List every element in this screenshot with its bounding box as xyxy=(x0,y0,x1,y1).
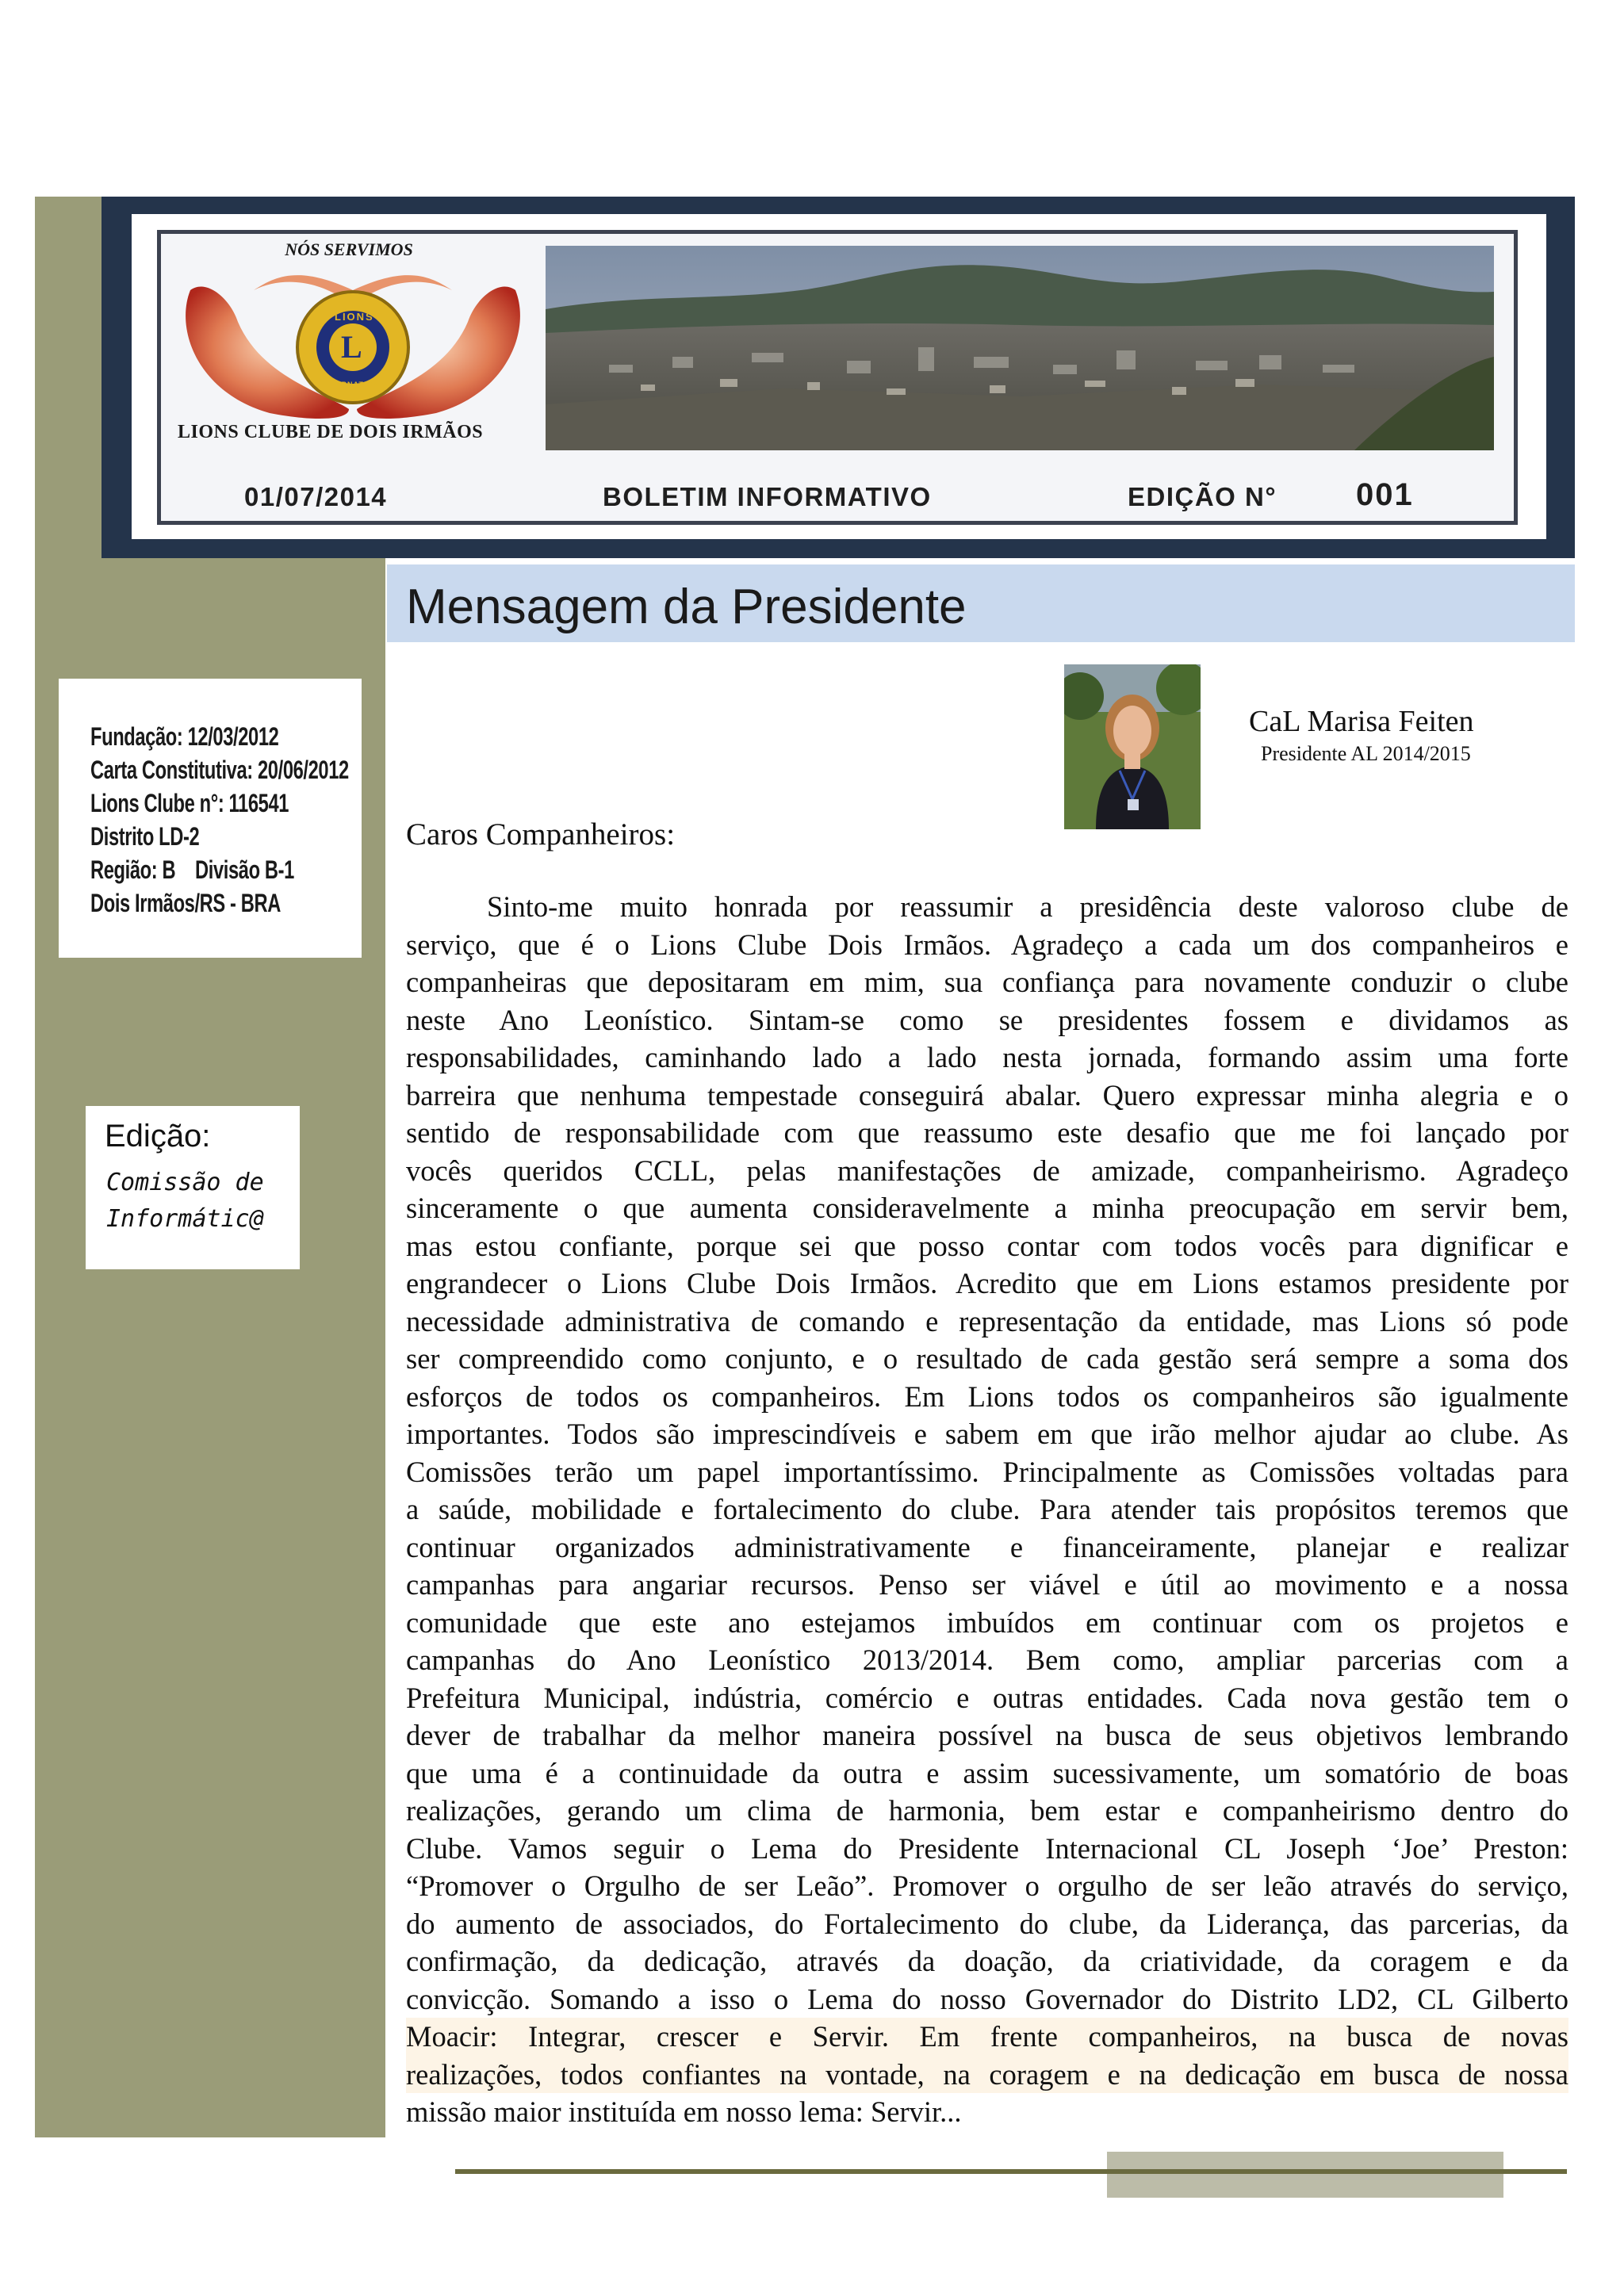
body-line: “Promover o Orgulho de ser Leão”. Promover o orgulho de ser leão através do serviço, xyxy=(406,1869,1568,1902)
edition-committee xyxy=(106,1165,264,1238)
body-line: vocês queridos CCLL, pelas manifestações de amizade, companheirismo. Agradeço xyxy=(406,1154,1568,1187)
header-info-bar xyxy=(160,471,1515,523)
body-line: do aumento de associados, do Fortalecimento do clube, da Liderança, das parcerias, da xyxy=(406,1907,1568,1940)
emblem-bottom-text: INTERNATIONAL xyxy=(322,381,390,388)
body-line: comunidade que este ano estejamos imbuídos em continuar com os projetos e xyxy=(406,1605,1568,1639)
body-line: barreira que nenhuma tempestade conseguirá abalar. Quero expressar minha alegria e o xyxy=(406,1078,1568,1112)
body-line: convicção. Somando a isso o Lema do nosso Governador do Distrito LD2, CL Gilberto xyxy=(406,1982,1568,2015)
body-line: Clube. Vamos seguir o Lema do Presidente Internacional CL Joseph ‘Joe’ Preston: xyxy=(406,1831,1568,1865)
president-role: Presidente AL 2014/2015 xyxy=(1261,742,1471,765)
body-line: esforços de todos os companheiros. Em Lions todos os companheiros são igualmente xyxy=(406,1380,1568,1413)
body-line: a saúde, mobilidade e fortalecimento do clube. Para atender tais propósitos teremos que xyxy=(406,1493,1568,1525)
body-line: sinceramente o que aumenta consideravelmente a minha preocupação em servir bem, xyxy=(406,1192,1568,1224)
body-line: confirmação, da dedicação, através da doação, da criatividade, da coragem e da xyxy=(406,1945,1568,1977)
body-line: realizações, todos confiantes na vontade, na coragem e na dedicação em busca de nossa xyxy=(406,2056,1568,2094)
bulletin-label: BOLETIM INFORMATIVO xyxy=(603,482,932,511)
president-name: CaL Marisa Feiten xyxy=(1249,705,1474,738)
body-line: dever de trabalhar da melhor maneira possível na busca de seus objetivos lembrando xyxy=(406,1719,1568,1751)
edition-title: Edição: xyxy=(105,1119,211,1154)
body-line: responsabilidades, caminhando lado a lado nesta jornada, formando assim uma forte xyxy=(406,1041,1568,1073)
body-line: serviço, que é o Lions Clube Dois Irmãos. Agradeço a cada um dos companheiros e xyxy=(406,928,1568,961)
greeting: Caros Companheiros: xyxy=(406,817,676,851)
body-line: campanhas para angariar recursos. Penso ser viável e útil ao movimento e a nossa xyxy=(406,1568,1568,1601)
info-line: Carta Constitutiva: 20/06/2012 xyxy=(90,756,349,784)
footer-divider xyxy=(455,2169,1567,2174)
body-line: realizações, gerando um clima de harmonia, bem estar e companheirismo dentro do xyxy=(406,1794,1568,1827)
body-line: continuar organizados administrativamente e financeiramente, planejar e realizar xyxy=(406,1530,1568,1563)
footer-gray-block xyxy=(1107,2152,1503,2198)
club-info-box xyxy=(59,679,362,958)
info-line: Região: B Divisão B-1 xyxy=(90,855,294,884)
body-line: companheiras que depositaram em mim, sua confiança para novamente conduzir o clube xyxy=(406,966,1568,998)
city-panorama-image xyxy=(546,246,1494,450)
section-title-band xyxy=(387,564,1575,642)
page-title: Mensagem da Presidente xyxy=(406,580,967,634)
body-line: Comissões terão um papel importantíssimo. Principalmente as Comissões voltadas para xyxy=(406,1455,1568,1488)
bulletin-date: 01/07/2014 xyxy=(244,482,388,511)
body-line: sentido de responsabilidade com que reassumo este desafio que me foi lançado por xyxy=(406,1116,1568,1149)
edition-label: EDIÇÃO N° xyxy=(1128,482,1277,511)
info-line: Lions Clube n°: 116541 xyxy=(90,789,289,817)
logo-club-name: LIONS CLUBE DE DOIS IRMÃOS xyxy=(178,422,484,442)
info-line: Distrito LD-2 xyxy=(90,822,200,851)
body-line: missão maior instituída em nosso lema: Servir... xyxy=(406,2095,962,2128)
body-line: ser compreendido como conjunto, e o resultado de cada gestão será sempre a soma dos xyxy=(406,1342,1568,1375)
emblem-letter: L xyxy=(341,329,362,365)
body-line: campanhas do Ano Leonístico 2013/2014. Bem como, ampliar parcerias com a xyxy=(406,1644,1568,1676)
body-line: engrandecer o Lions Clube Dois Irmãos. Acredito que em Lions estamos presidente por xyxy=(406,1267,1568,1299)
body-line: mas estou confiante, porque sei que posso contar com todos vocês para dignificar e xyxy=(406,1229,1568,1262)
edition-committee-line: Comissão de xyxy=(106,1169,264,1196)
president-photo xyxy=(1064,664,1201,829)
info-line: Fundação: 12/03/2012 xyxy=(90,722,279,751)
body-line: Prefeitura Municipal, indústria, comércio e outras entidades. Cada nova gestão tem o xyxy=(406,1681,1568,1714)
club-info-lines xyxy=(90,720,349,920)
body-line: Moacir: Integrar, crescer e Servir. Em frente companheiros, na busca de novas xyxy=(406,2018,1568,2056)
info-line: Dois Irmãos/RS - BRA xyxy=(90,889,281,917)
logo-motto: NÓS SERVIMOS xyxy=(285,239,413,259)
edition-number: 001 xyxy=(1356,477,1414,512)
body-line: importantes. Todos são imprescindíveis e sabem em que irão melhor ajudar ao clube. As xyxy=(406,1418,1568,1450)
emblem-top-text: LIONS xyxy=(335,311,374,323)
body-line: que uma é a continuidade da outra e assim sucessivamente, um somatório de boas xyxy=(406,1756,1568,1789)
edition-committee-line: Informátic@ xyxy=(106,1205,264,1233)
message-body xyxy=(406,888,1568,2131)
club-logo xyxy=(167,239,539,453)
body-line: necessidade administrativa de comando e representação da entidade, mas Lions só pode xyxy=(406,1304,1568,1337)
body-line: Sinto-me muito honrada por reassumir a presidência deste valoroso clube de xyxy=(487,890,1568,923)
body-line: neste Ano Leonístico. Sintam-se como se presidentes fossem e dividamos as xyxy=(406,1003,1568,1036)
edition-box xyxy=(86,1106,300,1269)
